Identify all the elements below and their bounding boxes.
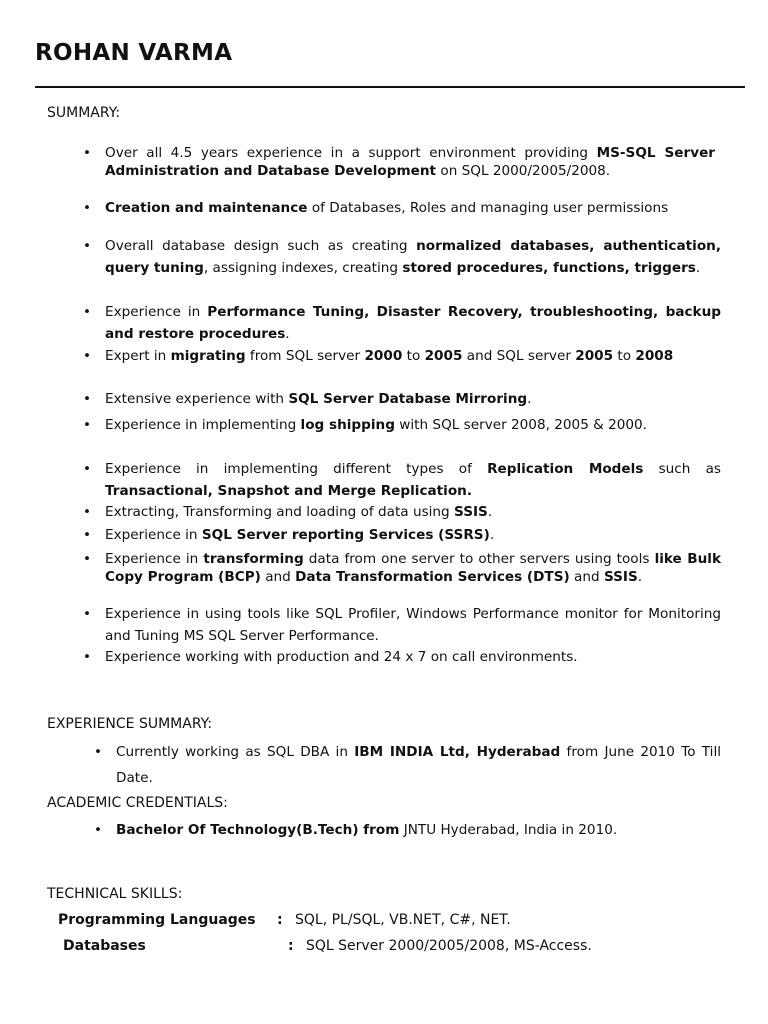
bullet-dot: •: [83, 348, 92, 364]
summary-item: • Extensive experience with SQL Server Database Mirroring.: [83, 391, 532, 407]
skill-separator: :: [277, 912, 283, 928]
bullet-dot: •: [83, 238, 92, 254]
experience-heading: EXPERIENCE SUMMARY:: [47, 716, 213, 732]
experience-item: • Currently working as SQL DBA in IBM INDIA Ltd, Hyderabad from June 2010 To Till Date.: [116, 739, 721, 791]
summary-item: • Experience in implementing log shipping with SQL server 2008, 2005 & 2000.: [105, 414, 721, 436]
summary-item: • Experience in using tools like SQL Profiler, Windows Performance monitor for Monitoring and Tuning MS SQL Server Performance.: [105, 603, 721, 647]
summary-item: • Over all 4.5 years experience in a support environment providing MS-SQL Server Administration and Database Development on SQL 2000/2005/2008.: [83, 145, 715, 179]
bullet-dot: •: [83, 649, 92, 665]
bullet-dot: •: [83, 304, 92, 320]
skill-label-programming: Programming Languages: [58, 912, 256, 928]
candidate-name: ROHAN VARMA: [35, 40, 233, 66]
skill-separator: :: [288, 938, 294, 954]
bullet-dot: •: [83, 200, 92, 216]
academic-item: • Bachelor Of Technology(B.Tech) from JNTU Hyderabad, India in 2010.: [94, 822, 618, 838]
summary-item: • Overall database design such as creating normalized databases, authentication, query tuning, assigning indexes, creating stored procedures, functions, triggers.: [105, 235, 721, 279]
skill-value-databases: SQL Server 2000/2005/2008, MS-Access.: [306, 938, 592, 954]
summary-item: • Expert in migrating from SQL server 2000 to 2005 and SQL server 2005 to 2008: [105, 345, 721, 367]
bullet-dot: •: [94, 744, 103, 760]
bullet-dot: •: [83, 391, 92, 407]
summary-item: • Experience working with production and 24 x 7 on call environments.: [83, 649, 578, 665]
summary-item: • Experience in SQL Server reporting Services (SSRS).: [83, 527, 495, 543]
academic-heading: ACADEMIC CREDENTIALS:: [47, 795, 228, 811]
bullet-dot: •: [83, 527, 92, 543]
summary-item: • Creation and maintenance of Databases, Roles and managing user permissions: [83, 200, 669, 216]
summary-item: • Extracting, Transforming and loading of data using SSIS.: [83, 504, 493, 520]
technical-heading: TECHNICAL SKILLS:: [47, 886, 183, 902]
header-divider: [35, 86, 745, 88]
bullet-dot: •: [83, 461, 92, 477]
bullet-dot: •: [83, 145, 92, 161]
skill-value-programming: SQL, PL/SQL, VB.NET, C#, NET.: [295, 912, 511, 928]
summary-heading: SUMMARY:: [47, 105, 121, 121]
bullet-dot: •: [83, 417, 92, 433]
summary-item: • Experience in implementing different types of Replication Models such as Transactional, Snapshot and Merge Replication.: [105, 458, 721, 502]
bullet-dot: •: [83, 606, 92, 622]
bullet-dot: •: [83, 504, 92, 520]
skill-label-databases: Databases: [63, 938, 146, 954]
bullet-dot: •: [94, 822, 103, 838]
summary-item: • Experience in transforming data from one server to other servers using tools like Bulk Copy Program (BCP) and Data Transformation Services (DTS) and SSIS.: [83, 551, 722, 585]
bullet-dot: •: [83, 551, 92, 567]
summary-item: • Experience in Performance Tuning, Disaster Recovery, troubleshooting, backup and restore procedures.: [105, 301, 721, 345]
